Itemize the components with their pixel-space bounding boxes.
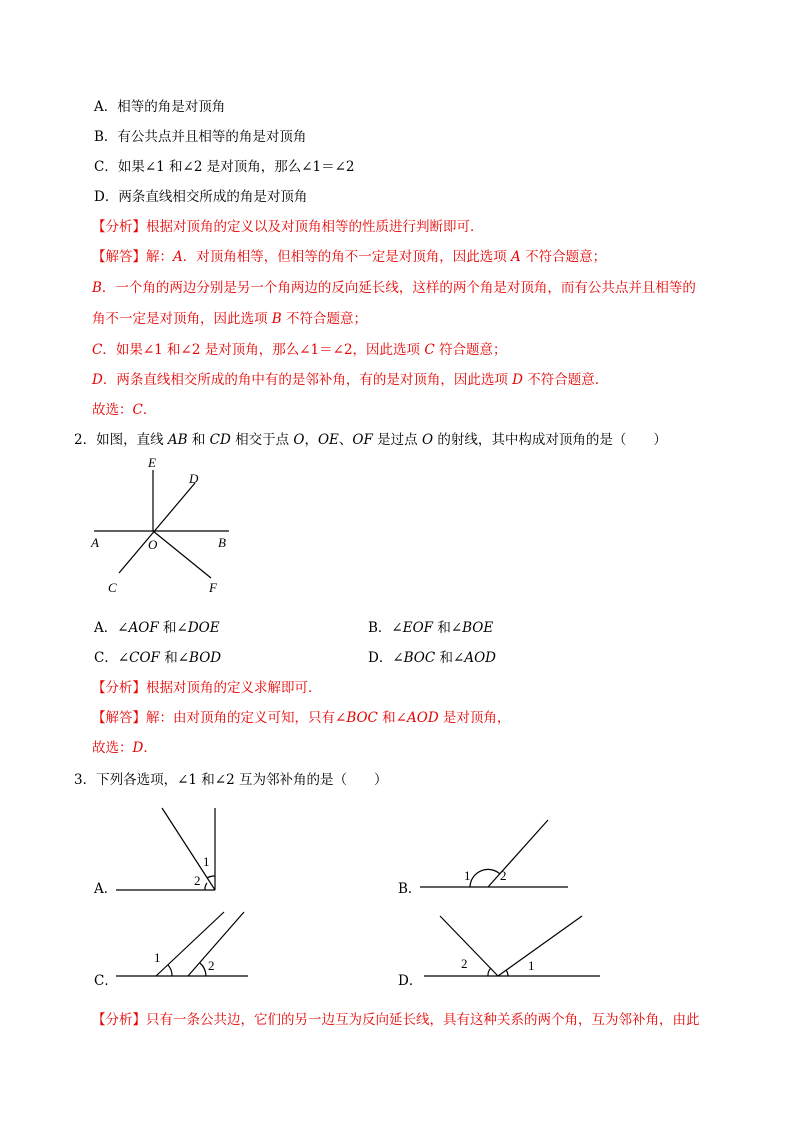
option-text: 和∠ [159, 650, 190, 666]
option-letter: B [271, 311, 282, 327]
stem-text: 相交于点 [230, 432, 294, 448]
q3-figure-c [116, 912, 248, 976]
final-letter: D [132, 740, 144, 756]
option-text: 和∠ [435, 650, 465, 666]
answer-var: BOC [346, 710, 378, 726]
option-letter: B [92, 280, 102, 296]
stem-var: OF [352, 432, 373, 448]
stem-var: CD [209, 432, 231, 448]
q2-analysis: 【分析】根据对顶角的定义求解即可． [92, 680, 322, 696]
answer-var: AOD [407, 710, 439, 726]
fig-c-angle1: 1 [154, 950, 161, 965]
option-letter: D [92, 372, 103, 388]
answer-text: ．如果∠1 和∠2 是对顶角，那么∠1＝∠2，因此选项 [102, 342, 425, 358]
answer-text: ．两条直线相交所成的角中有的是邻补角，有的是对顶角，因此选项 [102, 372, 513, 388]
label-d: D [189, 471, 199, 486]
option-var: AOD [464, 650, 496, 666]
answer-text: ．一个角的两边分别是另一个角两边的反向延长线，这样的两个角是对顶角，而有公共点并且相等的 [101, 280, 696, 296]
option-text: 和∠ [433, 620, 463, 636]
stem-var: O [293, 432, 305, 448]
option-var: BOD [189, 650, 222, 666]
fig-a-angle2: 2 [194, 873, 201, 888]
answer-text: 【解答】解：由对顶角的定义可知，只有∠ [92, 710, 347, 726]
option-var: COF [129, 650, 160, 666]
option-var: AOF [128, 620, 159, 636]
stem-text: 的射线，其中构成对顶角的是（ ） [433, 432, 667, 448]
answer-text: 符合题意； [434, 342, 507, 358]
label-o: O [148, 537, 158, 552]
final-end: ． [142, 402, 157, 418]
option-letter: A [173, 249, 183, 265]
option-text: D．∠ [368, 650, 404, 666]
answer-text: 不符合题意； [520, 249, 607, 265]
fig-a-angle1: 1 [203, 854, 210, 869]
option-text: A．∠ [94, 620, 129, 636]
option-var: BOC [403, 650, 436, 666]
fig-b-angle2: 2 [500, 868, 507, 883]
answer-text: 是对顶角， [438, 710, 511, 726]
q3-option-label-a: A． [94, 881, 118, 897]
stem-text: 2．如图，直线 [74, 432, 168, 448]
stem-text: ， [304, 432, 318, 448]
q3-option-label-c: C． [94, 973, 118, 989]
q1-option-c: C．如果∠1 和∠2 是对顶角，那么∠1＝∠2 [94, 159, 355, 175]
label-c: C [108, 580, 117, 595]
stem-text: 、 [338, 432, 353, 448]
q1-option-a: A．相等的角是对顶角 [94, 99, 226, 115]
fig-d-angle1: 1 [528, 958, 535, 973]
option-var: BOE [462, 620, 494, 636]
q3-option-label-b: B． [398, 881, 422, 897]
stem-var: O [421, 432, 434, 448]
option-text: B．∠ [368, 620, 403, 636]
stem-var: AB [167, 432, 188, 448]
option-text: 和∠ [158, 620, 188, 636]
answer-text: 不符合题意． [522, 372, 609, 388]
answer-text: 不符合题意； [281, 311, 368, 327]
stem-text: 是过点 [372, 432, 422, 448]
final-label: 故选： [92, 402, 133, 418]
option-letter: A [511, 249, 521, 265]
q1-option-b: B．有公共点并且相等的角是对顶角 [94, 129, 307, 145]
final-letter: C [132, 402, 143, 418]
option-text: C．∠ [94, 650, 130, 666]
q3-stem: 3．下列各选项，∠1 和∠2 互为邻补角的是（ ） [74, 772, 388, 788]
final-label: 故选： [92, 740, 133, 756]
answer-text: 和∠ [377, 710, 407, 726]
answer-tag: 【解答】解： [92, 249, 173, 265]
option-letter: C [424, 342, 435, 358]
q3-analysis: 【分析】只有一条公共边，它们的另一边互为反向延长线，具有这种关系的两个角，互为邻补角，由此 [92, 1012, 700, 1028]
answer-text: ．对顶角相等，但相等的角不一定是对顶角，因此选项 [182, 249, 512, 265]
fig-b-angle1: 1 [464, 868, 471, 883]
option-letter: C [92, 342, 103, 358]
answer-text: 角不一定是对顶角，因此选项 [92, 311, 272, 327]
option-var: DOE [187, 620, 220, 636]
stem-var: OE [317, 432, 339, 448]
q1-analysis: 【分析】根据对顶角的定义以及对顶角相等的性质进行判断即可． [92, 219, 484, 235]
q3-option-label-d: D． [398, 973, 423, 989]
option-letter: D [512, 372, 523, 388]
label-f: F [209, 580, 217, 595]
label-e: E [148, 455, 156, 470]
q3-figure-b [420, 820, 568, 887]
option-var: EOF [402, 620, 434, 636]
label-a: A [91, 535, 99, 550]
fig-d-angle2: 2 [461, 956, 468, 971]
q1-option-d: D．两条直线相交所成的角是对顶角 [94, 189, 308, 205]
final-end: ． [143, 740, 157, 756]
fig-c-angle2: 2 [208, 958, 215, 973]
stem-text: 和 [187, 432, 210, 448]
q3-figure-d [424, 916, 600, 976]
label-b: B [218, 535, 226, 550]
